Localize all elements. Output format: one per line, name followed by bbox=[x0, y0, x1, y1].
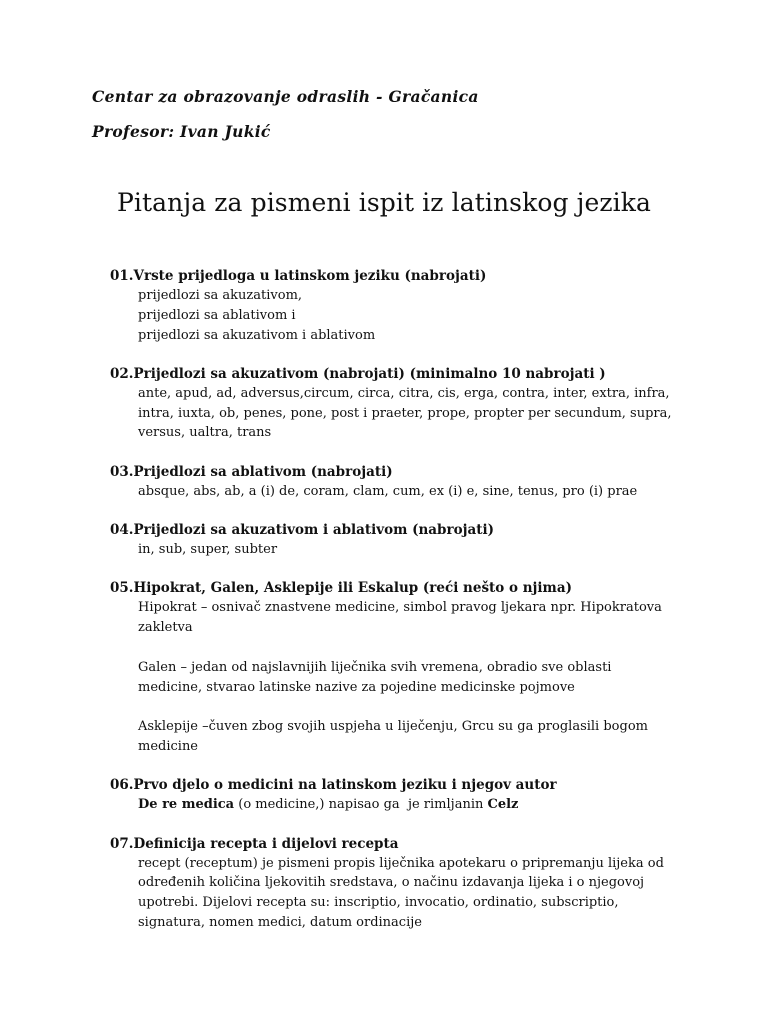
answer-paragraph-hipokrat bbox=[138, 598, 690, 638]
question-06 bbox=[110, 775, 690, 815]
answer-line: ante, apud, ad, adversus,circum, circa, citra, cis, erga, contra, inter, extra, infra, bbox=[138, 385, 670, 401]
answer-line: recept (receptum) je pismeni propis liječnika apotekaru o pripremanju lijeka od bbox=[138, 855, 664, 871]
answer-line: in, sub, super, subter bbox=[138, 542, 278, 558]
answer-line: Asklepije –čuven zbog svojih uspjeha u liječenju, Grcu su ga proglasili bogom bbox=[138, 719, 648, 735]
question-01 bbox=[110, 266, 690, 345]
question-list bbox=[110, 266, 690, 951]
question-02 bbox=[110, 364, 690, 443]
header-professor: Profesor: Ivan Jukić bbox=[92, 122, 271, 141]
answer-line: versus, ualtra, trans bbox=[138, 425, 272, 441]
answer-line: prijedlozi sa akuzativom i ablativom bbox=[138, 327, 376, 343]
answer-line: medicine, stvarao latinske nazive za pojedine medicinske pojmove bbox=[138, 679, 575, 695]
question-answer bbox=[110, 795, 690, 815]
question-title: 05.Hipokrat, Galen, Asklepije ili Eskalup (reći nešto o njima) bbox=[110, 580, 572, 597]
question-07 bbox=[110, 834, 690, 933]
question-answer bbox=[110, 598, 690, 756]
answer-paragraph-galen bbox=[138, 658, 690, 698]
question-answer bbox=[110, 854, 690, 933]
answer-line: upotrebi. Dijelovi recepta su: inscriptio, invocatio, ordinatio, subscriptio, bbox=[138, 895, 619, 911]
answer-line bbox=[138, 795, 690, 815]
question-05 bbox=[110, 578, 690, 756]
header-institution: Centar za obrazovanje odraslih - Gračanica bbox=[92, 87, 479, 106]
answer-line: signatura, nomen medici, datum ordinacije bbox=[138, 914, 422, 930]
question-title: 06.Prvo djelo o medicini na latinskom jeziku i njegov autor bbox=[110, 777, 557, 794]
answer-line: prijedlozi sa ablativom i bbox=[138, 307, 296, 323]
page-title: Pitanja za pismeni ispit iz latinskog jezika bbox=[117, 188, 651, 217]
question-title: 02.Prijedlozi sa akuzativom (nabrojati) (minimalno 10 nabrojati ) bbox=[110, 365, 606, 382]
question-title: 03.Prijedlozi sa ablativom (nabrojati) bbox=[110, 463, 393, 480]
answer-text: (o medicine,) napisao ga je rimljanin bbox=[234, 797, 488, 813]
answer-line: određenih količina ljekovitih sredstava, o načinu izdavanja lijeka i o njegovoj bbox=[138, 875, 645, 891]
answer-line: absque, abs, ab, a (i) de, coram, clam, cum, ex (i) e, sine, tenus, pro (i) prae bbox=[138, 483, 638, 499]
question-answer bbox=[110, 540, 690, 560]
answer-line: prijedlozi sa akuzativom, bbox=[138, 288, 303, 303]
question-answer bbox=[110, 384, 690, 443]
work-title: De re medica bbox=[138, 797, 235, 813]
answer-line: zakletva bbox=[138, 620, 193, 636]
answer-line: medicine bbox=[138, 738, 199, 754]
question-03 bbox=[110, 462, 690, 502]
question-answer bbox=[110, 482, 690, 502]
answer-line: Hipokrat – osnivač znastvene medicine, simbol pravog ljekara npr. Hipokratova bbox=[138, 600, 662, 616]
question-answer bbox=[110, 286, 690, 345]
answer-line: intra, iuxta, ob, penes, pone, post i praeter, prope, propter per secundum, supra, bbox=[138, 405, 672, 421]
author-name: Celz bbox=[487, 797, 519, 813]
question-title: 01.Vrste prijedloga u latinskom jeziku (nabrojati) bbox=[110, 268, 487, 284]
question-title: 07.Definicija recepta i dijelovi recepta bbox=[110, 835, 399, 852]
question-title: 04.Prijedlozi sa akuzativom i ablativom (nabrojati) bbox=[110, 522, 494, 539]
answer-paragraph-asklepije bbox=[138, 717, 690, 757]
answer-line: Galen – jedan od najslavnijih liječnika svih vremena, obradio sve oblasti bbox=[138, 659, 612, 675]
question-04 bbox=[110, 520, 690, 560]
